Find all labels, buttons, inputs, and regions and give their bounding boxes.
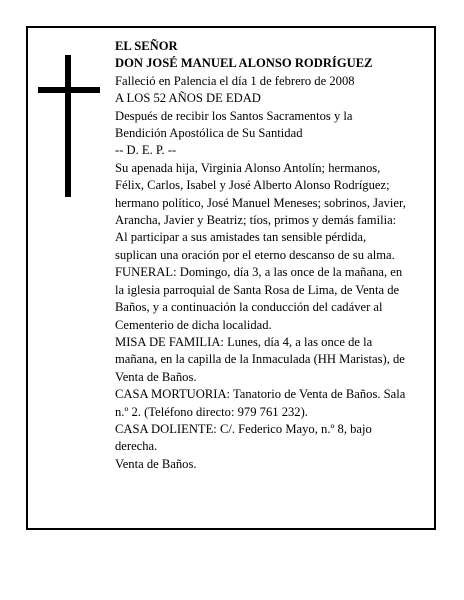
mortuary-paragraph: CASA MORTUORIA: Tanatorio de Venta de Baños. Sala n.º 2. (Teléfono directo: 979 761 232). [115,387,406,419]
funeral-paragraph: FUNERAL: Domingo, día 3, a las once de la mañana, en la iglesia parroquial de Santa Rosa de Lima, de Venta de Baños, y a continuación la conducción del cadáver al Cementerio de dicha localidad. [115,265,403,332]
deceased-name: DON JOSÉ MANUEL ALONSO RODRÍGUEZ [115,56,373,71]
request-paragraph: Al participar a sus amistades tan sensible pérdida, suplican una oración por el eterno descanso de su alma. [115,230,395,262]
sacraments-statement: Después de recibir los Santos Sacramentos y la Bendición Apostólica de Su Santidad [115,108,353,141]
family-mass-paragraph: MISA DE FAMILIA: Lunes, día 4, a las once de la mañana, en la capilla de la Inmaculada (HH Maristas), de Venta de Baños. [115,334,405,384]
age-statement: A LOS 52 AÑOS DE EDAD [115,91,261,106]
death-statement: Falleció en Palencia el día 1 de febrero de 2008 [115,73,355,88]
dep-line: -- D. E. P. -- [115,143,177,158]
cross-horizontal-bar [38,87,100,93]
title-line-1: EL SEÑOR [115,39,178,53]
notice-text [115,38,407,473]
mourning-house-paragraph: CASA DOLIENTE: C/. Federico Mayo, n.º 8, bajo derecha. [115,421,372,454]
cross-vertical-bar [65,55,71,197]
family-paragraph: Su apenada hija, Virginia Alonso Antolín; hermanos, Félix, Carlos, Isabel y José Alberto Alonso Rodríguez; hermano político, José Manuel Meneses; sobrinos, Javier, Arancha, Javier y Beatriz; tíos, primos y demás familia: [115,160,406,228]
cross-icon [38,55,100,197]
place-line: Venta de Baños. [115,456,197,471]
